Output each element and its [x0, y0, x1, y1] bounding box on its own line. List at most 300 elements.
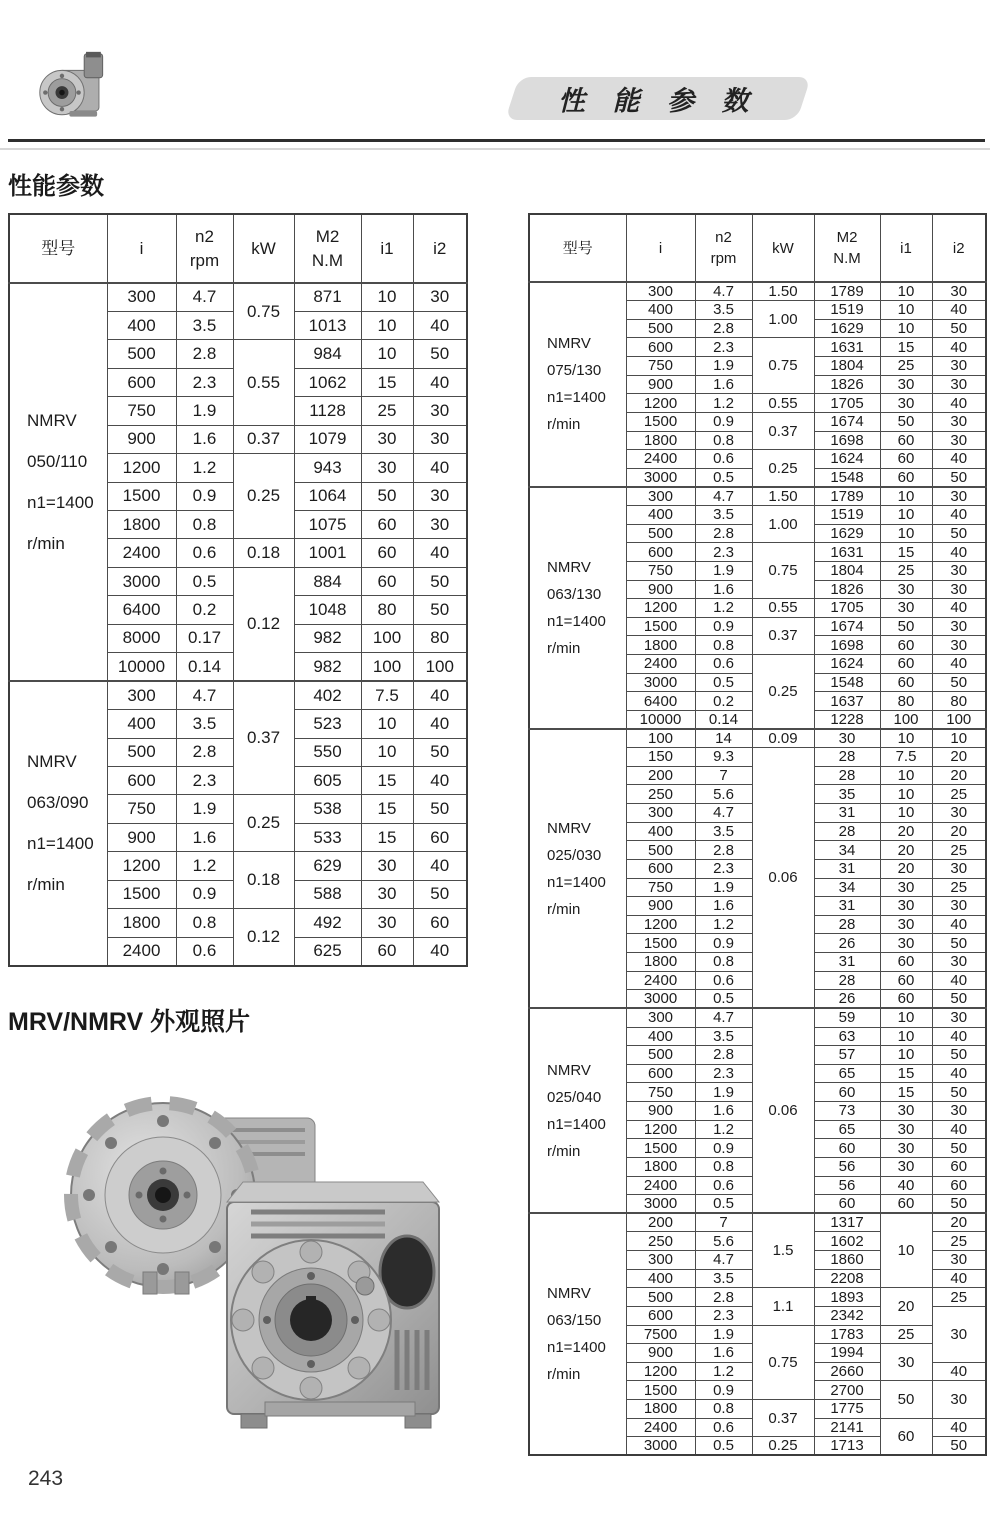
table-cell: 30	[361, 880, 413, 908]
table-cell: 30	[932, 953, 986, 972]
model-line: NMRV	[547, 1285, 591, 1303]
table-cell: 30	[880, 1344, 932, 1381]
table-cell: 1519	[814, 506, 880, 525]
table-cell: 10	[361, 311, 413, 339]
table-cell: 1.2	[695, 394, 752, 413]
table-cell: 30	[880, 375, 932, 394]
table-cell: 50	[932, 319, 986, 338]
table-cell: 2.8	[695, 319, 752, 338]
table-cell: 10	[361, 738, 413, 766]
table-cell: 1789	[814, 487, 880, 506]
table-cell: 1800	[626, 636, 695, 655]
table-row	[529, 1213, 986, 1232]
model-line: n1=1400	[547, 612, 606, 630]
table-cell: 0.8	[695, 1157, 752, 1176]
table-cell: 1893	[814, 1288, 880, 1307]
table-cell: 25	[932, 878, 986, 897]
table-cell: 500	[626, 841, 695, 860]
model-line: n1=1400	[27, 833, 94, 853]
table-cell: 0.8	[176, 511, 233, 539]
model-line: NMRV	[547, 335, 591, 353]
table-cell: 10	[361, 340, 413, 368]
table-cell: 1500	[626, 1139, 695, 1158]
table-cell: 60	[880, 655, 932, 674]
table-cell: 4.7	[695, 487, 752, 506]
table-cell: 1200	[626, 1120, 695, 1139]
table-cell: 30	[880, 599, 932, 618]
table-cell: 1500	[107, 880, 176, 908]
table-cell: 0.6	[695, 971, 752, 990]
table-cell: 0.8	[695, 431, 752, 450]
table-cell: 900	[107, 823, 176, 851]
model-line: r/min	[27, 533, 65, 553]
table-cell: 884	[294, 567, 361, 595]
table-cell: 28	[814, 822, 880, 841]
table-cell: 50	[413, 567, 467, 595]
table-cell: 20	[880, 822, 932, 841]
table-cell: 1200	[626, 915, 695, 934]
table-cell: 200	[626, 1213, 695, 1232]
table-cell: 0.12	[233, 909, 294, 966]
table-cell: 1200	[626, 1362, 695, 1381]
table-cell: 300	[107, 681, 176, 709]
table-cell: 40	[932, 1027, 986, 1046]
table-cell: 31	[814, 953, 880, 972]
table-cell: 80	[361, 596, 413, 624]
table-cell: 1705	[814, 599, 880, 618]
table-cell: 900	[626, 375, 695, 394]
table-cell: 10	[880, 785, 932, 804]
table-cell: 1629	[814, 524, 880, 543]
table-cell: 3000	[626, 468, 695, 487]
table-cell: 2.3	[176, 766, 233, 794]
table-cell: 4.7	[176, 283, 233, 311]
table-cell: 1.1	[752, 1288, 814, 1325]
table-cell: 2.8	[695, 841, 752, 860]
table-cell: 40	[932, 915, 986, 934]
table-cell: 0.9	[695, 1139, 752, 1158]
table-cell: 60	[814, 1195, 880, 1214]
model-line: r/min	[27, 874, 65, 894]
table-cell: 30	[880, 1139, 932, 1158]
table-cell: 10	[361, 710, 413, 738]
model-line: n1=1400	[547, 873, 606, 891]
header-rule	[8, 139, 985, 142]
table-cell: 20	[932, 822, 986, 841]
table-cell: 750	[107, 795, 176, 823]
table-cell: 1.6	[695, 375, 752, 394]
table-cell: 0.5	[695, 468, 752, 487]
table-cell: 60	[880, 673, 932, 692]
table-cell: 1629	[814, 319, 880, 338]
table-cell: 0.75	[752, 1325, 814, 1400]
table-cell: 1.5	[752, 1213, 814, 1288]
table-cell: 0.55	[752, 394, 814, 413]
table-cell: 50	[880, 617, 932, 636]
table-cell: 30	[880, 394, 932, 413]
table-cell: 26	[814, 934, 880, 953]
table-cell: 20	[932, 748, 986, 767]
table-cell: 25	[880, 357, 932, 376]
table-cell: 1.00	[752, 301, 814, 338]
table-cell: 600	[107, 368, 176, 396]
table-cell: 30	[880, 915, 932, 934]
table-cell: 10	[880, 1027, 932, 1046]
table-cell: 2400	[626, 971, 695, 990]
table-cell: 1.50	[752, 282, 814, 301]
table-cell: 50	[413, 795, 467, 823]
model-line: r/min	[547, 1366, 581, 1384]
table-cell: 3.5	[176, 311, 233, 339]
table-cell: 0.8	[176, 909, 233, 937]
table-cell: 0.12	[233, 567, 294, 681]
table-cell: 1064	[294, 482, 361, 510]
table-cell: 15	[880, 543, 932, 562]
table-cell: 3.5	[176, 710, 233, 738]
table-cell: 40	[932, 450, 986, 469]
table-cell: 8000	[107, 624, 176, 652]
model-line: NMRV	[547, 1061, 591, 1079]
table-cell: 25	[932, 1232, 986, 1251]
table-cell: 30	[880, 897, 932, 916]
table-cell: 1631	[814, 338, 880, 357]
table-cell: 1804	[814, 357, 880, 376]
table-cell: 10	[880, 729, 932, 748]
table-cell: 0.25	[233, 454, 294, 539]
table-cell: 5.6	[695, 1232, 752, 1251]
table-cell: 1800	[626, 1157, 695, 1176]
table-cell: 0.9	[695, 617, 752, 636]
table-cell: 28	[814, 766, 880, 785]
table-cell: 1128	[294, 397, 361, 425]
table-cell: 10	[880, 506, 932, 525]
performance-table-left	[8, 213, 468, 967]
table-cell: 2400	[626, 655, 695, 674]
table-cell: 20	[880, 1288, 932, 1325]
table-cell: 30	[413, 511, 467, 539]
table-cell: 40	[413, 368, 467, 396]
table-cell: 0.18	[233, 539, 294, 567]
model-cell	[9, 283, 107, 681]
table-cell: 40	[413, 937, 467, 965]
model-line: 025/030	[547, 846, 602, 864]
table-row	[9, 681, 467, 709]
table-cell: 500	[107, 340, 176, 368]
column-header: 型号	[529, 214, 626, 282]
table-cell: 60	[880, 971, 932, 990]
table-cell: 2.3	[695, 1306, 752, 1325]
model-line: r/min	[547, 1142, 581, 1160]
table-cell: 2.3	[695, 859, 752, 878]
table-cell: 10000	[107, 653, 176, 681]
table-cell: 50	[880, 1381, 932, 1418]
table-cell: 2.3	[695, 543, 752, 562]
table-cell: 0.2	[695, 692, 752, 711]
table-cell: 1.6	[695, 580, 752, 599]
table-cell: 30	[413, 425, 467, 453]
table-cell: 1075	[294, 511, 361, 539]
table-cell: 500	[626, 524, 695, 543]
model-line: NMRV	[27, 751, 77, 771]
table-cell: 625	[294, 937, 361, 965]
table-cell: 25	[361, 397, 413, 425]
table-cell: 10	[880, 319, 932, 338]
column-header: i2	[932, 214, 986, 282]
table-cell: 10	[932, 729, 986, 748]
table-cell: 600	[626, 859, 695, 878]
table-cell: 300	[626, 487, 695, 506]
table-cell: 1228	[814, 710, 880, 729]
table-row	[9, 283, 467, 311]
table-cell: 0.6	[176, 937, 233, 965]
table-cell: 60	[880, 1195, 932, 1214]
table-cell: 1200	[107, 852, 176, 880]
table-cell: 50	[932, 673, 986, 692]
table-cell: 30	[413, 482, 467, 510]
table-cell: 0.9	[695, 412, 752, 431]
table-cell: 2.3	[176, 368, 233, 396]
table-cell: 1.2	[695, 599, 752, 618]
table-cell: 40	[413, 454, 467, 482]
table-cell: 0.6	[695, 1176, 752, 1195]
table-cell: 9.3	[695, 748, 752, 767]
table-cell: 1783	[814, 1325, 880, 1344]
model-line: n1=1400	[27, 492, 94, 512]
table-cell: 4.7	[695, 1008, 752, 1027]
table-cell: 10	[880, 282, 932, 301]
table-cell: 25	[932, 785, 986, 804]
model-line: n1=1400	[547, 389, 606, 407]
column-header: M2 N.M	[294, 214, 361, 283]
table-cell: 30	[413, 283, 467, 311]
table-cell: 30	[413, 397, 467, 425]
table-cell: 10	[880, 524, 932, 543]
table-cell: 60	[880, 468, 932, 487]
table-cell: 3.5	[695, 822, 752, 841]
table-cell: 1200	[626, 394, 695, 413]
table-cell: 50	[361, 482, 413, 510]
table-cell: 7.5	[880, 748, 932, 767]
table-cell: 100	[413, 653, 467, 681]
table-cell: 50	[932, 468, 986, 487]
table-cell: 20	[932, 1213, 986, 1232]
table-cell: 1048	[294, 596, 361, 624]
table-cell: 15	[361, 795, 413, 823]
model-line: 075/130	[547, 362, 602, 380]
table-cell: 100	[880, 710, 932, 729]
table-cell: 1674	[814, 617, 880, 636]
table-cell: 40	[413, 766, 467, 794]
table-cell: 1519	[814, 301, 880, 320]
table-cell: 0.25	[752, 655, 814, 730]
table-cell: 50	[413, 880, 467, 908]
gearbox-photo-illustration	[55, 1090, 455, 1450]
table-cell: 10000	[626, 710, 695, 729]
table-cell: 31	[814, 859, 880, 878]
table-cell: 6400	[107, 596, 176, 624]
table-cell: 50	[932, 990, 986, 1009]
table-cell: 5.6	[695, 785, 752, 804]
header-banner	[505, 77, 811, 120]
table-cell: 0.25	[752, 1437, 814, 1456]
header-rule-light	[0, 148, 990, 150]
table-cell: 40	[413, 852, 467, 880]
table-cell: 250	[626, 785, 695, 804]
table-cell: 1994	[814, 1344, 880, 1363]
table-cell: 100	[361, 653, 413, 681]
table-cell: 80	[932, 692, 986, 711]
table-cell: 30	[932, 487, 986, 506]
table-cell: 50	[932, 1195, 986, 1214]
performance-table-right	[528, 213, 987, 1456]
table-cell: 0.9	[695, 1381, 752, 1400]
table-cell: 10	[880, 301, 932, 320]
table-cell: 1.2	[695, 915, 752, 934]
table-cell: 20	[932, 766, 986, 785]
table-cell: 500	[626, 1046, 695, 1065]
table-cell: 0.09	[752, 729, 814, 748]
table-cell: 10	[880, 1046, 932, 1065]
table-cell: 30	[932, 1102, 986, 1121]
table-cell: 30	[880, 934, 932, 953]
table-cell: 60	[814, 1083, 880, 1102]
table-cell: 1775	[814, 1400, 880, 1419]
table-cell: 100	[361, 624, 413, 652]
model-line: 050/110	[27, 451, 88, 471]
table-cell: 50	[413, 596, 467, 624]
table-cell: 56	[814, 1157, 880, 1176]
table-cell: 65	[814, 1120, 880, 1139]
table-cell: 600	[626, 543, 695, 562]
table-cell: 50	[932, 1139, 986, 1158]
table-cell: 1548	[814, 468, 880, 487]
table-cell: 1602	[814, 1232, 880, 1251]
table-cell: 2.8	[695, 1046, 752, 1065]
table-cell: 533	[294, 823, 361, 851]
table-cell: 1800	[107, 909, 176, 937]
table-cell: 0.2	[176, 596, 233, 624]
table-body-left	[9, 283, 467, 966]
table-cell: 2.3	[695, 1064, 752, 1083]
table-cell: 1200	[626, 599, 695, 618]
table-cell: 65	[814, 1064, 880, 1083]
gearbox-thumbnail-photo	[32, 50, 116, 124]
table-cell: 30	[880, 1102, 932, 1121]
table-cell: 0.8	[695, 953, 752, 972]
table-cell: 30	[932, 1381, 986, 1418]
table-cell: 60	[361, 511, 413, 539]
table-cell: 1.6	[695, 1344, 752, 1363]
page-number: 243	[28, 1467, 64, 1490]
table-cell: 600	[626, 1306, 695, 1325]
table-cell: 500	[626, 1288, 695, 1307]
table-cell: 30	[932, 1008, 986, 1027]
table-cell: 1698	[814, 431, 880, 450]
table-cell: 50	[932, 1046, 986, 1065]
column-header: 型号	[9, 214, 107, 283]
table-cell: 1.9	[695, 357, 752, 376]
table-cell: 900	[626, 580, 695, 599]
table-cell: 4.7	[695, 282, 752, 301]
table-cell: 1.9	[695, 561, 752, 580]
table-cell: 40	[932, 1064, 986, 1083]
table-cell: 30	[932, 282, 986, 301]
table-cell: 400	[107, 710, 176, 738]
table-head-right	[529, 214, 986, 282]
table-cell: 600	[626, 1064, 695, 1083]
table-cell: 2660	[814, 1362, 880, 1381]
section-title-performance: 性能参数	[8, 173, 104, 200]
table-cell: 2.8	[695, 1288, 752, 1307]
table-cell: 0.37	[233, 681, 294, 795]
table-cell: 1624	[814, 655, 880, 674]
table-cell: 40	[932, 1120, 986, 1139]
table-cell: 2700	[814, 1381, 880, 1400]
table-cell: 63	[814, 1027, 880, 1046]
table-cell: 1800	[626, 953, 695, 972]
table-cell: 0.75	[752, 543, 814, 599]
table-cell: 1624	[814, 450, 880, 469]
table-cell: 7.5	[361, 681, 413, 709]
table-cell: 30	[932, 636, 986, 655]
table-cell: 900	[107, 425, 176, 453]
table-cell: 7500	[626, 1325, 695, 1344]
table-cell: 60	[880, 636, 932, 655]
table-cell: 40	[880, 1176, 932, 1195]
table-cell: 30	[932, 431, 986, 450]
table-cell: 750	[626, 878, 695, 897]
table-cell: 60	[413, 909, 467, 937]
table-cell: 15	[880, 1083, 932, 1102]
table-cell: 15	[880, 338, 932, 357]
table-cell: 3000	[626, 1195, 695, 1214]
table-cell: 30	[361, 909, 413, 937]
table-cell: 2342	[814, 1306, 880, 1325]
table-cell: 3000	[626, 1437, 695, 1456]
table-cell: 1013	[294, 311, 361, 339]
model-line: NMRV	[27, 410, 77, 430]
table-cell: 80	[413, 624, 467, 652]
table-body-right	[529, 282, 986, 1455]
table-cell: 28	[814, 971, 880, 990]
table-cell: 0.55	[752, 599, 814, 618]
table-cell: 1.9	[176, 795, 233, 823]
table-cell: 550	[294, 738, 361, 766]
table-cell: 30	[932, 561, 986, 580]
model-line: NMRV	[547, 819, 591, 837]
table-cell: 1500	[626, 934, 695, 953]
table-cell: 0.37	[752, 412, 814, 449]
table-cell: 1789	[814, 282, 880, 301]
table-cell: 0.37	[233, 425, 294, 453]
column-header: i	[626, 214, 695, 282]
gearbox-photo	[55, 1090, 455, 1450]
table-cell: 25	[932, 1288, 986, 1307]
table-cell: 34	[814, 841, 880, 860]
table-cell: 15	[361, 766, 413, 794]
table-cell: 0.55	[233, 340, 294, 425]
table-cell: 1713	[814, 1437, 880, 1456]
table-cell: 1.9	[695, 1325, 752, 1344]
table-cell: 2141	[814, 1418, 880, 1437]
table-cell: 30	[932, 617, 986, 636]
header-row	[9, 214, 467, 283]
table-cell: 300	[626, 804, 695, 823]
table-cell: 2400	[107, 539, 176, 567]
table-cell: 0.37	[752, 1400, 814, 1437]
table-cell: 0.06	[752, 1008, 814, 1213]
table-cell: 34	[814, 878, 880, 897]
